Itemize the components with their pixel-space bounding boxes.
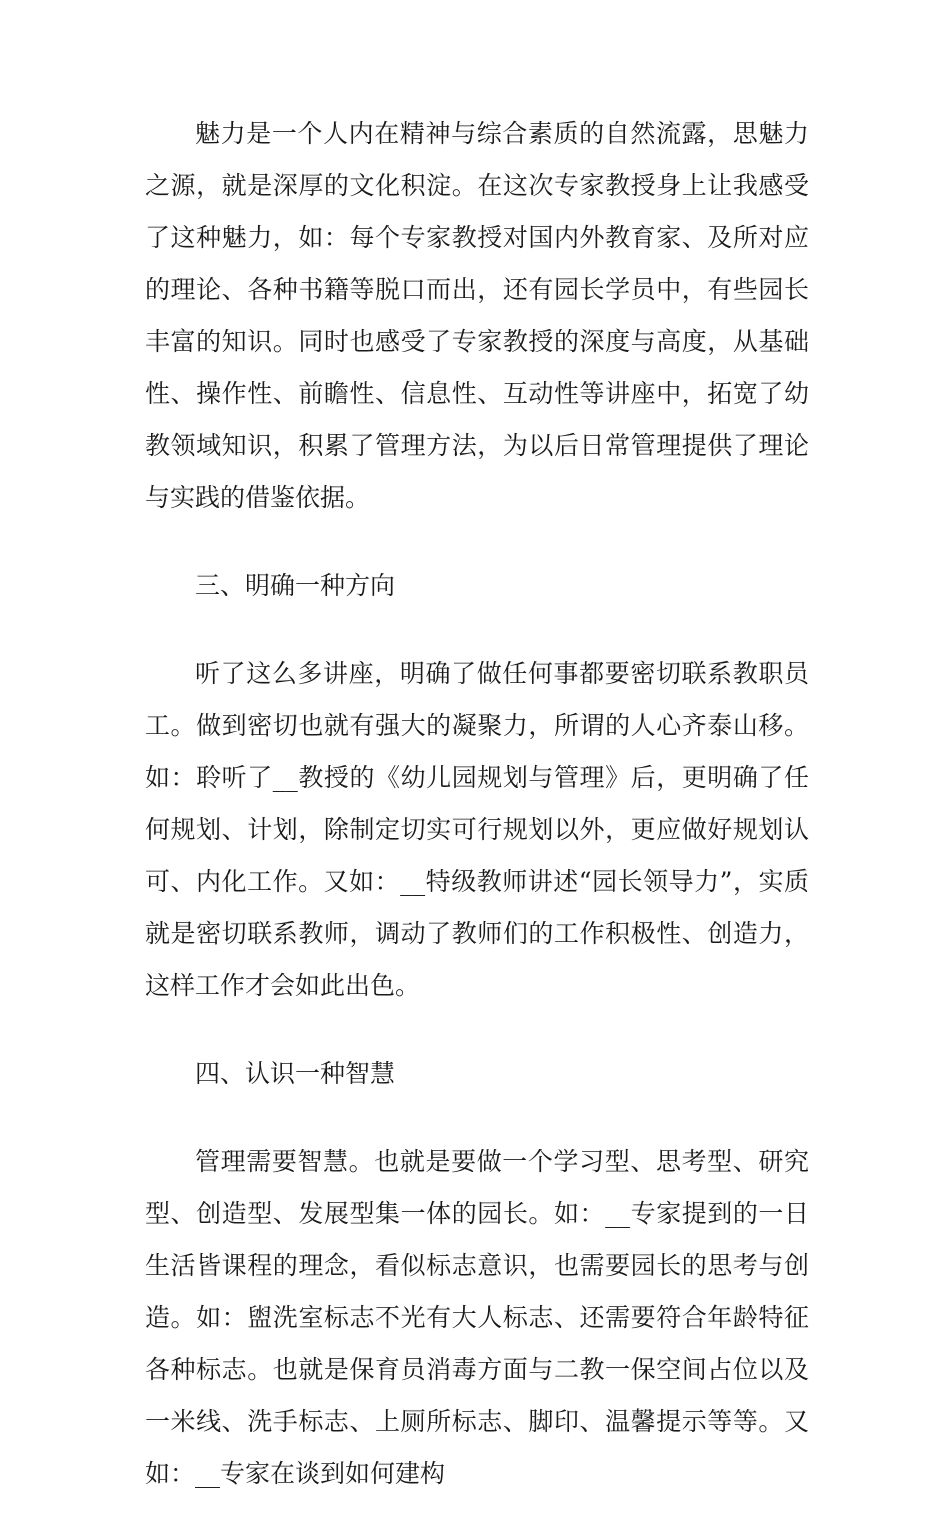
paragraph-charm: 魅力是一个人内在精神与综合素质的自然流露，思魅力之源，就是深厚的文化积淀。在这次专家教授身上让我感受了这种魅力，如：每个专家教授对国内外教育家、及所对应的理论、各种书籍等脱口而出，还有园长学员中，有些园长丰富的知识。同时也感受了专家教授的深度与高度，从基础性、操作性、前瞻性、信息性、互动性等讲座中，拓宽了幼教领域知识，积累了管理方法，为以后日常管理提供了理论与实践的借鉴依据。 [145, 119, 809, 512]
section-heading-wisdom: 四、认识一种智慧 [195, 1059, 396, 1088]
section-heading-direction: 三、明确一种方向 [195, 571, 396, 600]
document-body [145, 108, 809, 1536]
paragraph-wisdom: 管理需要智慧。也就是要做一个学习型、思考型、研究型、创造型、发展型集一体的园长。如：__专家提到的一日生活皆课程的理念，看似标志意识，也需要园长的思考与创造。如：盥洗室标志不光有大人标志、还需要符合年龄特征各种标志。也就是保育员消毒方面与二教一保空间占位以及一米线、洗手标志、上厕所标志、脚印、温馨提示等等。又如：__专家在谈到如何建构 [145, 1147, 809, 1488]
paragraph-direction: 听了这么多讲座，明确了做任何事都要密切联系教职员工。做到密切也就有强大的凝聚力，所谓的人心齐泰山移。如：聆听了__教授的《幼儿园规划与管理》后，更明确了任何规划、计划，除制定切实可行规划以外，更应做好规划认可、内化工作。又如：__特级教师讲述“园长领导力”，实质就是密切联系教师，调动了教师们的工作积极性、创造力，这样工作才会如此出色。 [145, 659, 809, 1000]
